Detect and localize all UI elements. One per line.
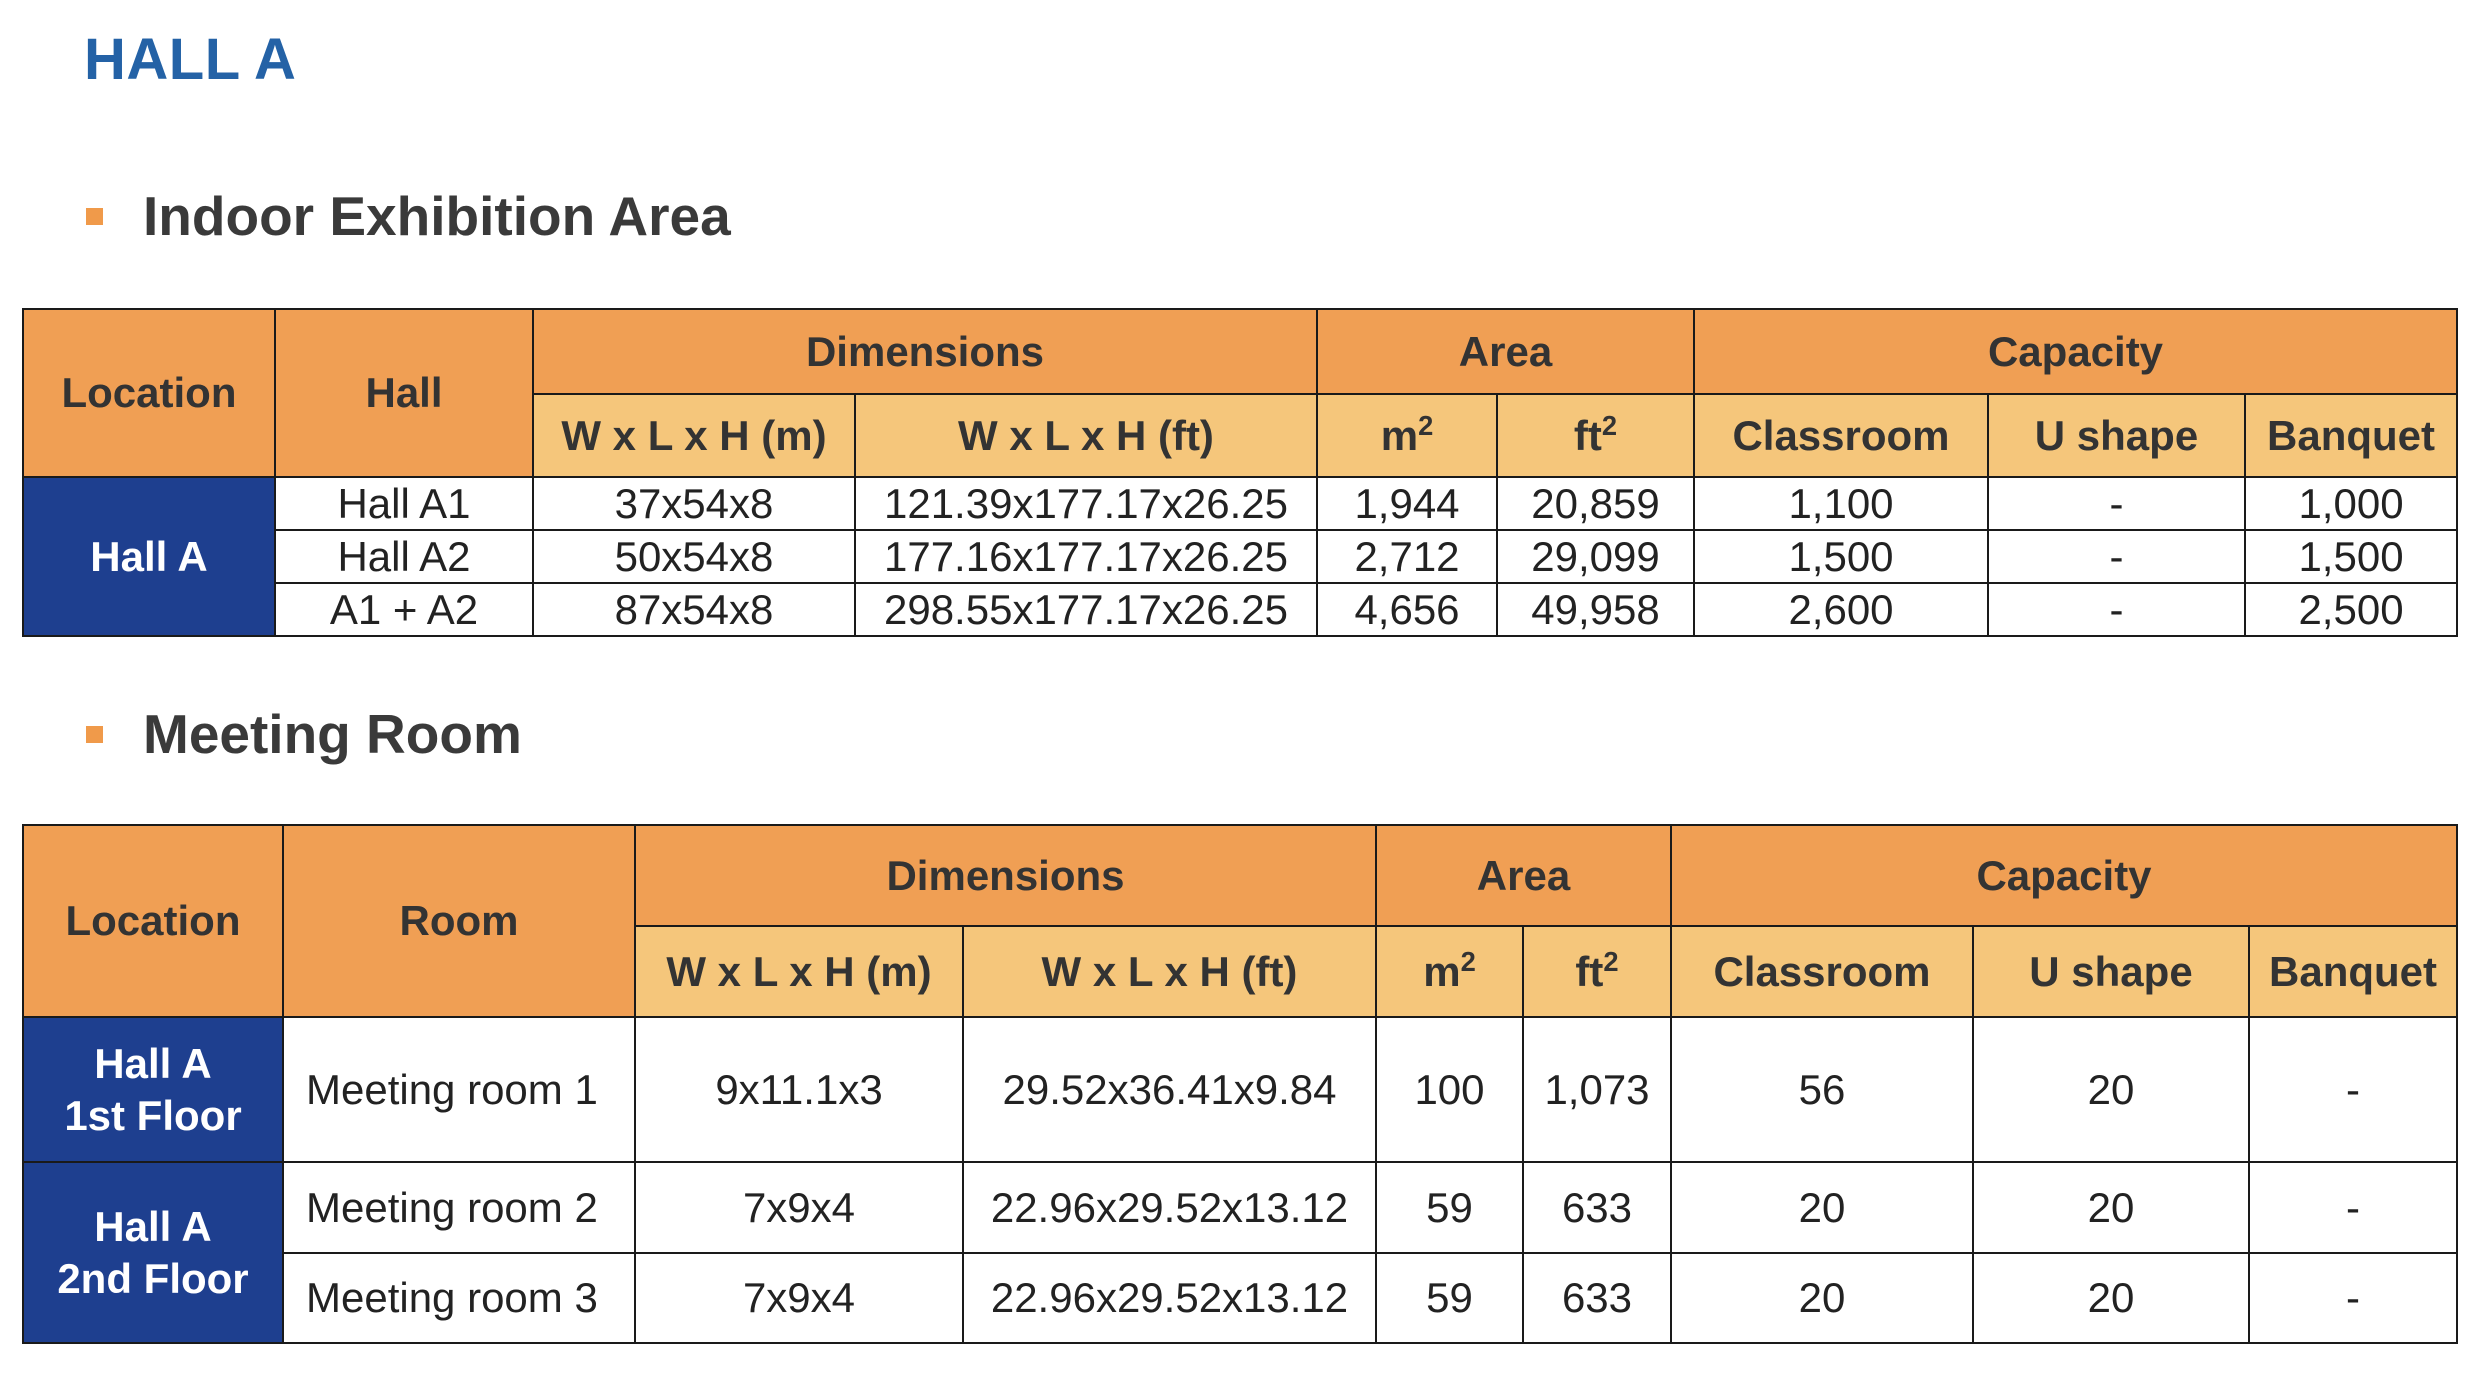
page-title: HALL A (84, 27, 297, 92)
header-location: Location (23, 309, 275, 477)
area-ft2: 1,073 (1523, 1017, 1671, 1162)
table-row (23, 1253, 2457, 1343)
room-name: Meeting room 1 (283, 1017, 635, 1162)
area-ft2: 633 (1523, 1253, 1671, 1343)
table-row (23, 530, 2457, 583)
dim-m: 7x9x4 (635, 1162, 963, 1253)
capacity-classroom: 2,600 (1694, 583, 1988, 636)
dim-m: 87x54x8 (533, 583, 855, 636)
section-title: Indoor Exhibition Area (143, 185, 731, 247)
meeting-room-table (22, 824, 2458, 1344)
dim-m: 9x11.1x3 (635, 1017, 963, 1162)
location-cell: Hall A 2nd Floor (23, 1162, 283, 1343)
square-bullet-icon (86, 208, 103, 225)
hall-name: A1 + A2 (275, 583, 533, 636)
dim-m: 7x9x4 (635, 1253, 963, 1343)
capacity-banquet: 1,500 (2245, 530, 2457, 583)
capacity-banquet: 2,500 (2245, 583, 2457, 636)
location-cell: Hall A 1st Floor (23, 1017, 283, 1162)
capacity-ushape: 20 (1973, 1017, 2249, 1162)
capacity-banquet: 1,000 (2245, 477, 2457, 530)
header-dimensions: Dimensions (635, 825, 1376, 926)
room-name: Meeting room 3 (283, 1253, 635, 1343)
header-classroom: Classroom (1671, 926, 1973, 1017)
header-area-ft2: $ft^2$ (1523, 926, 1671, 1017)
area-m2: 2,712 (1317, 530, 1497, 583)
area-m2: 4,656 (1317, 583, 1497, 636)
hall-name: Hall A2 (275, 530, 533, 583)
header-dim-m: W x L x H (m) (635, 926, 963, 1017)
hall-name: Hall A1 (275, 477, 533, 530)
capacity-banquet: - (2249, 1253, 2457, 1343)
table-row (23, 477, 2457, 530)
section-title: Meeting Room (143, 703, 522, 765)
header-area-m2: $m^2$ (1317, 394, 1497, 477)
area-m2: 100 (1376, 1017, 1523, 1162)
capacity-ushape: - (1988, 477, 2245, 530)
area-m2: 59 (1376, 1162, 1523, 1253)
dim-ft: 177.16x177.17x26.25 (855, 530, 1317, 583)
capacity-ushape: - (1988, 530, 2245, 583)
header-area: Area (1376, 825, 1671, 926)
header-location: Location (23, 825, 283, 1017)
header-banquet: Banquet (2249, 926, 2457, 1017)
dim-m: 37x54x8 (533, 477, 855, 530)
square-bullet-icon (86, 726, 103, 743)
header-banquet: Banquet (2245, 394, 2457, 477)
location-cell: Hall A (23, 477, 275, 636)
header-classroom: Classroom (1694, 394, 1988, 477)
table-row (23, 1017, 2457, 1162)
header-dim-m: W x L x H (m) (533, 394, 855, 477)
header-area-m2: $m^2$ (1376, 926, 1523, 1017)
section-indoor-exhibition (86, 184, 731, 248)
table-row (23, 583, 2457, 636)
dim-ft: 298.55x177.17x26.25 (855, 583, 1317, 636)
indoor-exhibition-table (22, 308, 2458, 637)
header-ushape: U shape (1973, 926, 2249, 1017)
area-ft2: 29,099 (1497, 530, 1694, 583)
area-m2: 59 (1376, 1253, 1523, 1343)
section-meeting-room (86, 702, 522, 766)
header-dimensions: Dimensions (533, 309, 1317, 394)
area-ft2: 20,859 (1497, 477, 1694, 530)
area-m2: 1,944 (1317, 477, 1497, 530)
dim-ft: 29.52x36.41x9.84 (963, 1017, 1376, 1162)
header-dim-ft: W x L x H (ft) (963, 926, 1376, 1017)
area-ft2: 633 (1523, 1162, 1671, 1253)
capacity-classroom: 20 (1671, 1253, 1973, 1343)
header-ushape: U shape (1988, 394, 2245, 477)
dim-m: 50x54x8 (533, 530, 855, 583)
dim-ft: 121.39x177.17x26.25 (855, 477, 1317, 530)
capacity-ushape: - (1988, 583, 2245, 636)
capacity-classroom: 1,500 (1694, 530, 1988, 583)
header-capacity: Capacity (1671, 825, 2457, 926)
room-name: Meeting room 2 (283, 1162, 635, 1253)
capacity-ushape: 20 (1973, 1162, 2249, 1253)
capacity-classroom: 56 (1671, 1017, 1973, 1162)
capacity-ushape: 20 (1973, 1253, 2249, 1343)
capacity-classroom: 20 (1671, 1162, 1973, 1253)
area-ft2: 49,958 (1497, 583, 1694, 636)
capacity-banquet: - (2249, 1162, 2457, 1253)
header-capacity: Capacity (1694, 309, 2457, 394)
header-area: Area (1317, 309, 1694, 394)
capacity-classroom: 1,100 (1694, 477, 1988, 530)
table-row (23, 1162, 2457, 1253)
capacity-banquet: - (2249, 1017, 2457, 1162)
header-room: Room (283, 825, 635, 1017)
header-hall: Hall (275, 309, 533, 477)
header-area-ft2: $ft^2$ (1497, 394, 1694, 477)
dim-ft: 22.96x29.52x13.12 (963, 1162, 1376, 1253)
dim-ft: 22.96x29.52x13.12 (963, 1253, 1376, 1343)
header-dim-ft: W x L x H (ft) (855, 394, 1317, 477)
